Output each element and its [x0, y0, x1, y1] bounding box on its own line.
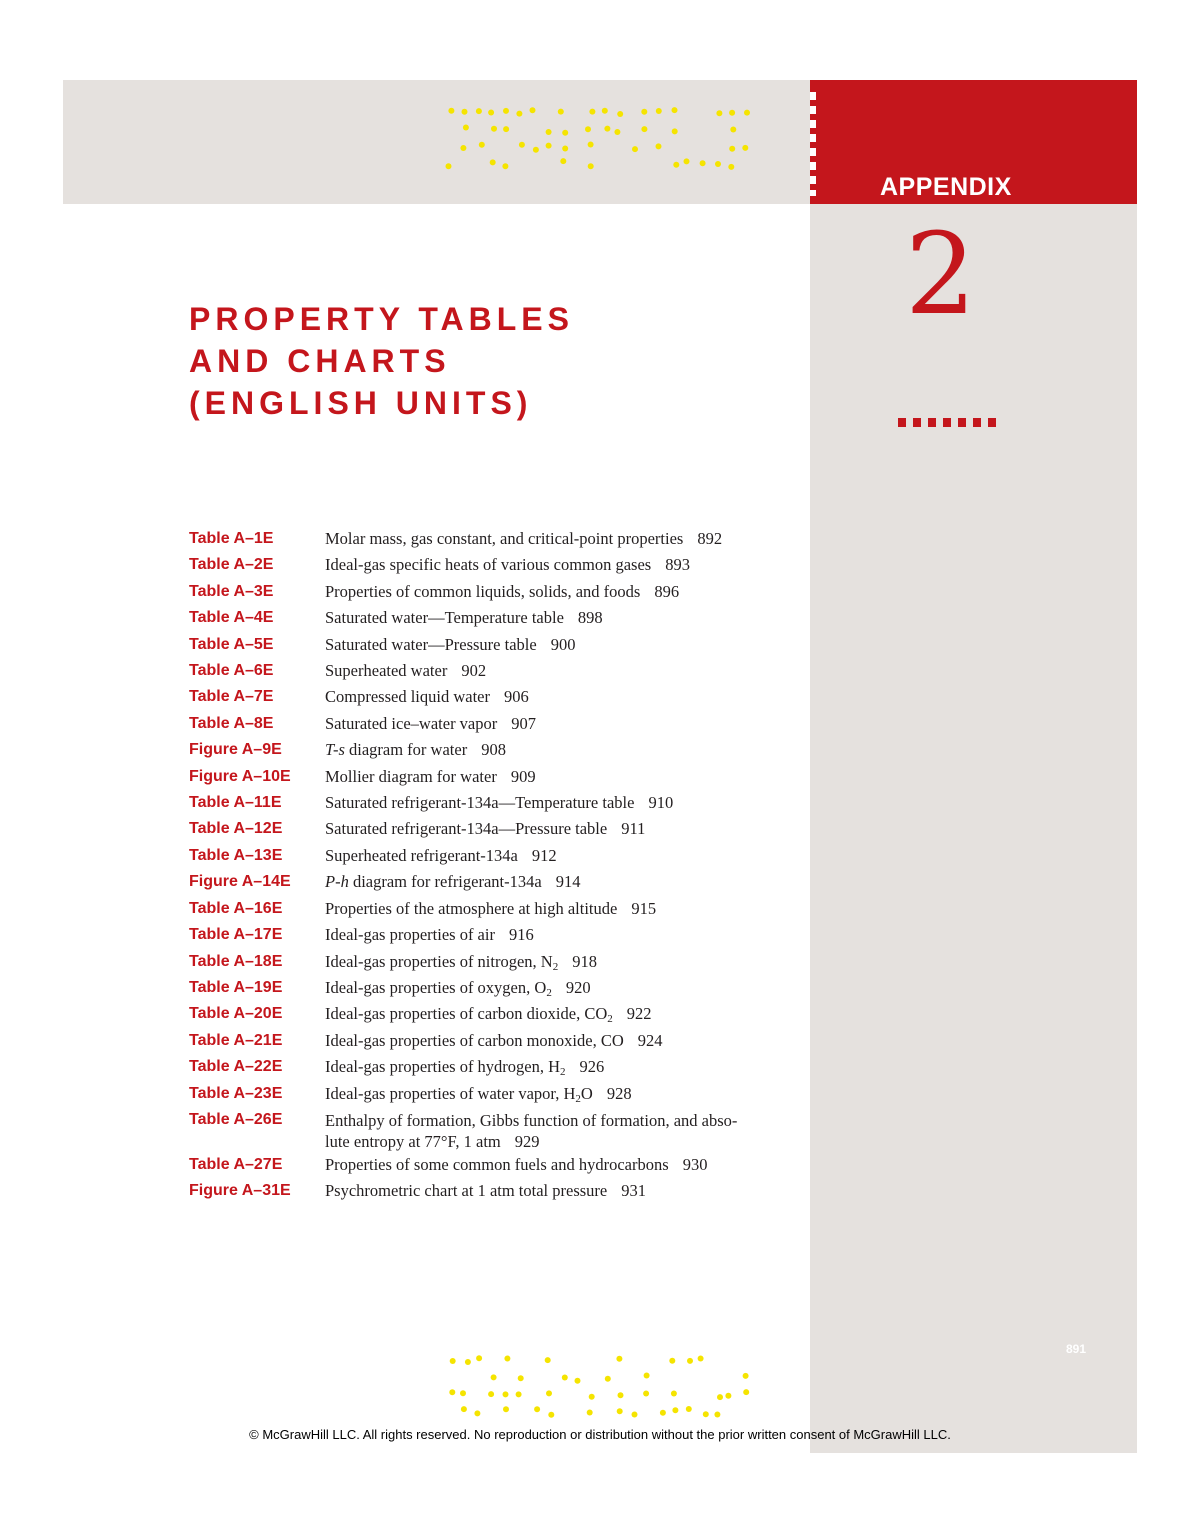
- decorative-dot: [684, 158, 690, 164]
- decorative-dot: [730, 127, 736, 133]
- entry-description: [325, 1107, 799, 1152]
- entry-text: Properties of the atmosphere at high altitude: [325, 898, 618, 918]
- decorative-dot: [490, 159, 496, 165]
- entry-label: Table A–8E: [189, 714, 274, 732]
- entry-description: [325, 1001, 799, 1027]
- decorative-dot: [503, 1406, 509, 1412]
- decorative-dot: [476, 1355, 482, 1361]
- decorative-dot: [450, 1358, 456, 1364]
- entry-page: 916: [508, 925, 534, 945]
- entry-description: [325, 632, 799, 658]
- entry-text: Saturated water—Temperature table: [325, 608, 564, 628]
- entry-italic: P-h: [325, 872, 349, 892]
- contents-entry: [189, 737, 799, 763]
- decorative-dot: [616, 1356, 622, 1362]
- decorative-dot: [729, 110, 735, 116]
- decorative-dot: [562, 1375, 568, 1381]
- contents-entry: [189, 1054, 799, 1080]
- decorative-dot: [589, 1394, 595, 1400]
- entry-label: Table A–19E: [189, 978, 283, 996]
- entry-page: 906: [503, 687, 529, 707]
- decorative-dot: [476, 108, 482, 114]
- entry-italic: T-s: [325, 740, 345, 760]
- decorative-dot: [516, 1391, 522, 1397]
- contents-entry: [189, 1107, 799, 1152]
- decorative-dot: [700, 160, 706, 166]
- page-number: 891: [1066, 1342, 1087, 1356]
- entry-label: Table A–3E: [189, 582, 274, 600]
- entry-text-line2: lute entropy at 77°F, 1 atm: [325, 1131, 501, 1151]
- decorative-dot: [703, 1411, 709, 1417]
- decorative-dot: [618, 1392, 624, 1398]
- entry-text: Saturated water—Pressure table: [325, 634, 537, 654]
- entry-description: [325, 684, 799, 710]
- entry-description: [325, 949, 799, 975]
- contents-entry: [189, 764, 799, 790]
- entry-description: [325, 790, 799, 816]
- entry-subscript: 2: [546, 986, 552, 999]
- contents-entry: [189, 605, 799, 631]
- bottom-dot-pattern: [440, 1348, 770, 1428]
- decorative-dot: [488, 1391, 494, 1397]
- decorative-dot: [585, 126, 591, 132]
- entry-label: Table A–1E: [189, 530, 274, 547]
- decorative-dot: [503, 108, 509, 114]
- decorative-dot: [656, 108, 662, 114]
- entry-text: Ideal-gas properties of carbon monoxide, CO: [325, 1030, 624, 1050]
- entry-description: [325, 605, 799, 631]
- appendix-number: 2: [905, 210, 977, 340]
- decorative-dot: [673, 162, 679, 168]
- copyright-notice: © McGrawHill LLC. All rights reserved. No reproduction or distribution without the prior written consent of McGrawHill LLC.: [249, 1427, 951, 1442]
- decorative-dot: [725, 1393, 731, 1399]
- decorative-dot: [641, 109, 647, 115]
- decorative-dot: [462, 109, 468, 115]
- entry-description: [325, 896, 799, 922]
- entry-description: [325, 922, 799, 948]
- decorative-dot: [643, 1391, 649, 1397]
- decorative-dot: [641, 126, 647, 132]
- decorative-dot: [460, 145, 466, 151]
- entry-page: 898: [577, 608, 603, 628]
- contents-entry: [189, 975, 799, 1001]
- entry-page: 928: [606, 1083, 632, 1103]
- entry-description: [325, 526, 799, 552]
- entry-page: 902: [461, 661, 487, 681]
- entry-description: [325, 1152, 799, 1178]
- contents-entry: [189, 790, 799, 816]
- entry-label: Table A–11E: [189, 794, 282, 812]
- entry-subscript: 2: [552, 960, 559, 973]
- entry-label: Table A–16E: [189, 899, 283, 917]
- contents-list: [189, 526, 799, 1205]
- decorative-dot: [448, 108, 454, 114]
- decorative-dot: [488, 110, 494, 116]
- decorative-dot: [743, 1373, 749, 1379]
- decorative-dot: [669, 1358, 675, 1364]
- entry-description: [325, 658, 799, 684]
- entry-text: Ideal-gas properties of water vapor, H: [325, 1083, 576, 1103]
- entry-page: 915: [631, 898, 657, 918]
- entry-description: [325, 1081, 799, 1107]
- entry-page: 924: [637, 1030, 663, 1050]
- entry-description: [325, 764, 799, 790]
- entry-page: 929: [514, 1131, 540, 1151]
- entry-text: Properties of some common fuels and hydrocarbons: [325, 1154, 669, 1174]
- entry-label: Table A–12E: [189, 820, 283, 838]
- entry-page: 896: [654, 581, 680, 601]
- decorative-dot: [465, 1359, 471, 1365]
- decorative-dot: [672, 128, 678, 134]
- decorative-dot: [504, 1356, 510, 1362]
- decorative-dot: [449, 1389, 455, 1395]
- decorative-dot: [687, 1358, 693, 1364]
- entry-label: Table A–6E: [189, 662, 274, 680]
- entry-page: 893: [665, 555, 690, 575]
- contents-entry: [189, 1001, 799, 1027]
- decorative-dot: [632, 146, 638, 152]
- decorative-dot: [503, 1391, 509, 1397]
- decorative-dot: [714, 1412, 720, 1418]
- entry-page: 922: [626, 1004, 652, 1024]
- decorative-dot: [530, 107, 536, 113]
- entry-label: Table A–7E: [189, 688, 274, 706]
- decorative-dot: [716, 110, 722, 116]
- entry-label: Table A–23E: [189, 1084, 283, 1102]
- entry-page: 909: [510, 766, 536, 786]
- decorative-dot: [546, 129, 552, 135]
- decorative-dot: [502, 163, 508, 169]
- entry-label: Table A–22E: [189, 1058, 283, 1076]
- entry-subscript: 2: [575, 1092, 581, 1105]
- decorative-dot: [546, 1390, 552, 1396]
- decorative-dot: [558, 109, 564, 115]
- entry-label: Table A–4E: [189, 609, 274, 627]
- entry-label: Table A–17E: [189, 926, 283, 944]
- decorative-dot: [587, 1410, 593, 1416]
- entry-description: [325, 737, 799, 763]
- contents-entry: [189, 711, 799, 737]
- entry-label: Figure A–9E: [189, 741, 282, 759]
- decorative-dot: [534, 1406, 540, 1412]
- entry-text: Ideal-gas properties of oxygen, O: [325, 977, 547, 997]
- entry-text: diagram for water: [344, 740, 468, 760]
- entry-page: 910: [648, 793, 674, 813]
- contents-entry: [189, 1178, 799, 1204]
- entry-page: 920: [565, 977, 591, 997]
- entry-page: 892: [697, 529, 723, 548]
- decorative-dot: [461, 1406, 467, 1412]
- decorative-dot: [717, 1394, 723, 1400]
- entry-text: Psychrometric chart at 1 atm total pressure: [325, 1181, 608, 1201]
- contents-entry: [189, 552, 799, 578]
- entry-text: Saturated refrigerant-134a—Pressure table: [325, 819, 608, 839]
- decorative-dot: [729, 146, 735, 152]
- decorative-dot: [602, 108, 608, 114]
- entry-text: Ideal-gas properties of air: [325, 925, 495, 945]
- decorative-dot: [672, 107, 678, 113]
- title-line: AND CHARTS: [189, 343, 451, 379]
- decorative-dot: [545, 1357, 551, 1363]
- entry-page: 908: [481, 740, 506, 760]
- entry-label: Table A–20E: [189, 1005, 283, 1023]
- contents-entry: [189, 1081, 799, 1107]
- entry-description: [325, 869, 799, 895]
- entry-label: Table A–21E: [189, 1031, 283, 1049]
- decorative-dot: [446, 163, 452, 169]
- decorative-dot: [491, 126, 497, 132]
- contents-entry: [189, 684, 799, 710]
- entry-page: 912: [531, 845, 557, 865]
- entry-text: Ideal-gas properties of nitrogen, N: [325, 951, 553, 971]
- entry-description: [325, 843, 799, 869]
- decorative-dot: [548, 1412, 554, 1418]
- top-dot-pattern: [440, 100, 770, 180]
- entry-description: [325, 816, 799, 842]
- entry-label: Table A–27E: [189, 1155, 283, 1173]
- entry-description: [325, 711, 799, 737]
- decorative-dot: [589, 109, 595, 115]
- entry-label: Figure A–14E: [189, 873, 291, 891]
- entry-text: Compressed liquid water: [325, 687, 490, 707]
- entry-text: Ideal-gas properties of carbon dioxide, CO: [325, 1004, 608, 1024]
- decorative-dot: [660, 1410, 666, 1416]
- contents-entry: [189, 816, 799, 842]
- entry-page: 914: [555, 872, 581, 892]
- entry-description: [325, 552, 799, 578]
- decorative-dot: [617, 1408, 623, 1414]
- page-title: [189, 298, 574, 424]
- decorative-dot: [686, 1406, 692, 1412]
- entry-description: [325, 1054, 799, 1080]
- entry-label: Table A–5E: [189, 635, 274, 653]
- title-line: PROPERTY TABLES: [189, 301, 574, 337]
- entry-description: [325, 1028, 799, 1054]
- entry-subscript: 2: [607, 1013, 613, 1026]
- decorative-dot: [605, 1376, 611, 1382]
- decorative-dot: [617, 111, 623, 117]
- entry-text-after: O: [580, 1083, 593, 1103]
- decorative-dot: [516, 111, 522, 117]
- decorative-dot: [546, 143, 552, 149]
- entry-text: Molar mass, gas constant, and critical-point properties: [325, 529, 684, 548]
- contents-entry: [189, 1028, 799, 1054]
- decorative-dot: [728, 164, 734, 170]
- entry-label: Figure A–10E: [189, 767, 291, 785]
- entry-text: Ideal-gas properties of hydrogen, H: [325, 1057, 561, 1077]
- contents-entry: [189, 526, 799, 552]
- entry-page: 900: [550, 634, 576, 654]
- entry-text: Mollier diagram for water: [325, 766, 497, 786]
- entry-label: Figure A–31E: [189, 1182, 291, 1200]
- entry-subscript: 2: [560, 1066, 566, 1079]
- entry-page: 907: [511, 713, 537, 733]
- decorative-dot: [503, 126, 509, 132]
- contents-entry: [189, 658, 799, 684]
- decorative-dot: [519, 142, 525, 148]
- appendix-dot-rule: [898, 418, 1002, 427]
- contents-entry: [189, 896, 799, 922]
- dashed-edge: [810, 92, 816, 196]
- contents-entry: [189, 1152, 799, 1178]
- decorative-dot: [604, 126, 610, 132]
- entry-page: 930: [682, 1154, 708, 1174]
- entry-page: 918: [572, 951, 597, 971]
- decorative-dot: [562, 146, 568, 152]
- contents-entry: [189, 579, 799, 605]
- entry-label: Table A–13E: [189, 846, 283, 864]
- entry-text: Enthalpy of formation, Gibbs function of formation, and abso-: [325, 1110, 738, 1130]
- entry-text: Superheated water: [325, 661, 448, 681]
- decorative-dot: [743, 1389, 749, 1395]
- decorative-dot: [632, 1412, 638, 1418]
- entry-text: Superheated refrigerant-134a: [325, 845, 518, 865]
- decorative-dot: [518, 1375, 524, 1381]
- contents-entry: [189, 843, 799, 869]
- decorative-dot: [656, 143, 662, 149]
- decorative-dot: [474, 1410, 480, 1416]
- entry-label: Table A–18E: [189, 952, 283, 970]
- decorative-dot: [575, 1378, 581, 1384]
- entry-text: Properties of common liquids, solids, and foods: [325, 581, 641, 601]
- decorative-dot: [644, 1373, 650, 1379]
- entry-description: [325, 1178, 799, 1204]
- entry-text: diagram for refrigerant-134a: [348, 872, 542, 892]
- decorative-dot: [588, 142, 594, 148]
- decorative-dot: [588, 163, 594, 169]
- entry-description: [325, 579, 799, 605]
- entry-label: Table A–2E: [189, 556, 274, 574]
- entry-page: 911: [621, 819, 646, 839]
- decorative-dot: [560, 158, 566, 164]
- decorative-dot: [742, 145, 748, 151]
- appendix-label: APPENDIX: [880, 173, 1012, 201]
- contents-entry: [189, 632, 799, 658]
- decorative-dot: [479, 142, 485, 148]
- contents-entry: [189, 949, 799, 975]
- decorative-dot: [463, 125, 469, 131]
- entry-description: [325, 975, 799, 1001]
- decorative-dot: [744, 110, 750, 116]
- decorative-dot: [698, 1356, 704, 1362]
- decorative-dot: [715, 161, 721, 167]
- entry-text: Ideal-gas specific heats of various common gases: [325, 555, 652, 575]
- decorative-dot: [614, 129, 620, 135]
- decorative-dot: [672, 1407, 678, 1413]
- entry-label: Table A–26E: [189, 1110, 283, 1128]
- decorative-dot: [491, 1374, 497, 1380]
- contents-entry: [189, 922, 799, 948]
- title-line: (ENGLISH UNITS): [189, 385, 533, 421]
- entry-text: Saturated ice–water vapor: [325, 713, 498, 733]
- decorative-dot: [562, 130, 568, 136]
- decorative-dot: [533, 147, 539, 153]
- contents-entry: [189, 869, 799, 895]
- entry-text: Saturated refrigerant-134a—Temperature table: [325, 793, 635, 813]
- entry-page: 931: [621, 1181, 646, 1201]
- decorative-dot: [671, 1391, 677, 1397]
- decorative-dot: [460, 1390, 466, 1396]
- entry-page: 926: [579, 1057, 605, 1077]
